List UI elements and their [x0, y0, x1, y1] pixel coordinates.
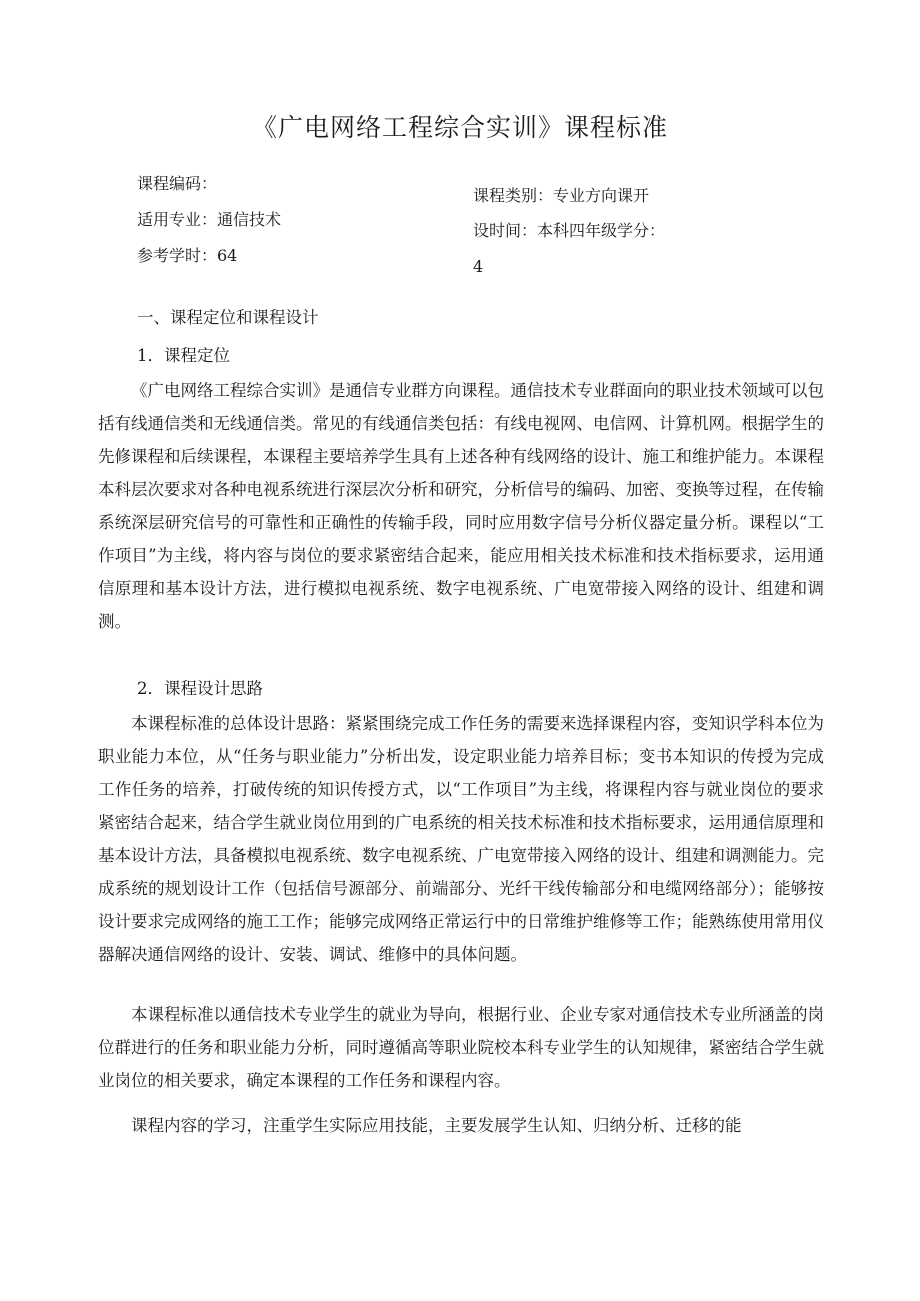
paragraph-orientation: 本课程标准以通信技术专业学生的就业为导向，根据行业、企业专家对通信技术专业所涵盖的岗位群进行的任务和职业能力分析，同时遵循高等职业院校本科专业学生的认知规律，紧密结合学生就业岗位的相关要求，确定本课程的工作任务和课程内容。	[98, 1005, 824, 1090]
paragraph-design: 本课程标准的总体设计思路：紧紧围绕完成工作任务的需要来选择课程内容，变知识学科本位为职业能力本位，从“任务与职业能力”分析出发，设定职业能力培养目标；变书本知识的传授为完成工作任务的培养，打破传统的知识传授方式，以“工作项目”为主线，将课程内容与就业岗位的要求紧密结合起来，结合学生就业岗位用到的广电系统的相关技术标准和技术指标要求，运用通信原理和基本设计方法，具备模拟电视系统、数字电视系统、广电宽带接入网络的设计、组建和调测能力。完成系统的规划设计工作（包括信号源部分、前端部分、光纤干线传输部分和电缆网络部分）；能够按设计要求完成网络的施工工作；能够完成网络正常运行中的日常维护维修等工作；能熟练使用常用仪器解决通信网络的设计、安装、调试、维修中的具体问题。	[98, 714, 824, 964]
section-heading-1: 一、课程定位和课程设计	[137, 308, 319, 327]
credit-value: 4	[473, 257, 484, 276]
paragraph-learning: 课程内容的学习，注重学生实际应用技能，主要发展学生认知、归纳分析、迁移的能	[131, 1116, 742, 1135]
document-title: 《广电网络工程综合实训》课程标准	[251, 113, 668, 142]
course-category: 课程类别：专业方向课开	[473, 186, 650, 205]
term-credit: 设时间：本科四年级学分：	[473, 221, 666, 240]
paragraph-positioning: 《广电网络工程综合实训》是通信专业群方向课程。通信技术专业群面向的职业技术领域可以包括有线通信类和无线通信类。常见的有线通信类包括：有线电视网、电信网、计算机网。根据学生的先修课程和后续课程，本课程主要培养学生具有上述各种有线网络的设计、施工和维护能力。本课程本科层次要求对各种电视系统进行深层次分析和研究，分析信号的编码、加密、变换等过程，在传输系统深层研究信号的可靠性和正确性的传输手段，同时应用数字信号分析仪器定量分析。课程以“工作项目”为主线，将内容与岗位的要求紧密结合起来，能应用相关技术标准和技术指标要求，运用通信原理和基本设计方法，进行模拟电视系统、数字电视系统、广电宽带接入网络的设计、组建和调测。	[98, 381, 824, 631]
subsection-heading-design: 2．课程设计思路	[137, 679, 263, 698]
course-code: 课程编码：	[137, 174, 218, 193]
reference-hours: 参考学时：64	[137, 246, 238, 265]
subsection-heading-positioning: 1．课程定位	[137, 346, 230, 365]
applicable-major: 适用专业：通信技术	[137, 210, 282, 229]
